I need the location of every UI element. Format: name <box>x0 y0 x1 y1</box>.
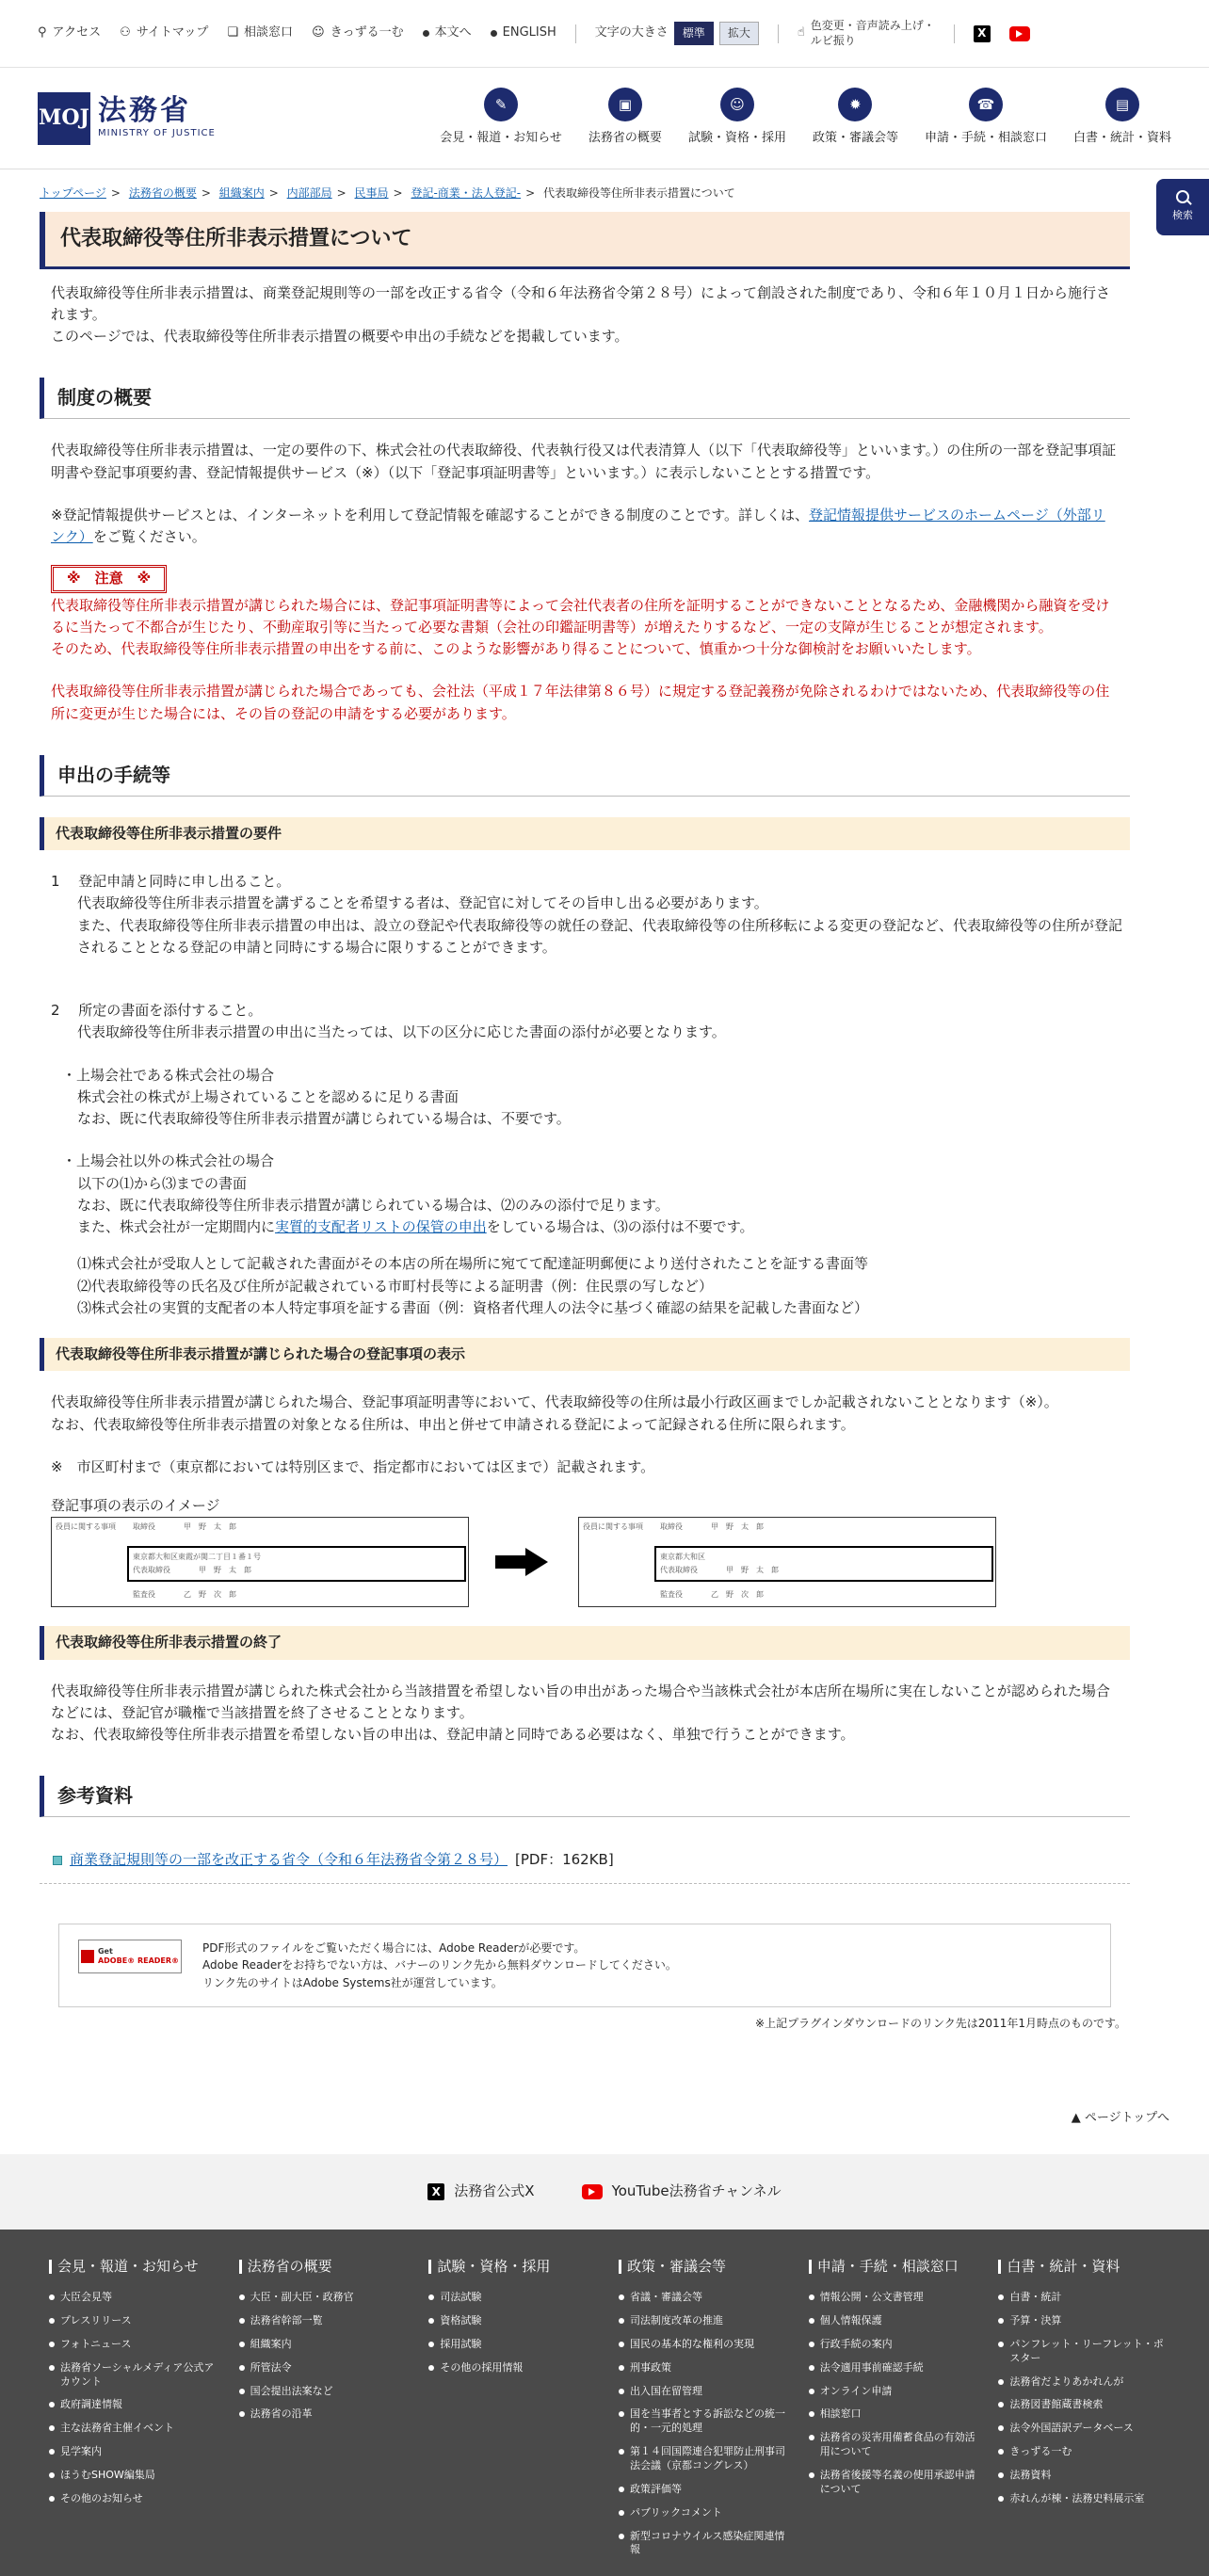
registry-label: 役員に関する事項 <box>583 1522 643 1532</box>
footer-heading[interactable]: 政策・審議会等 <box>619 2256 788 2278</box>
registry-name: 甲 野 太 郎 <box>184 1522 236 1532</box>
overview-paragraph: 代表取締役等住所非表示措置は、一定の要件の下、株式会社の代表取締役、代表執行役又は代表清算人（以下「代表取締役等」といいます。）の住所の一部を登記事項証明書や登記事項要約書、登記情報提供サービス（※）（以下「登記事項証明書等」といいます。）に表示しないこととする措置です。 <box>51 442 1117 481</box>
adobe-badge-small: Get <box>97 1947 113 1956</box>
caution-paragraph: 代表取締役等住所非表示措置が講じられた場合には、登記事項証明書等によって会社代表者の住所を証明することができないこととなるため、金融機関から融資を受けるに当たって不都合が生じたり、不動産取引等に当たって必要な書類（会社の印鑑証明書等）が増えたりするなど、一定の支障が生じることが想定されます。 <box>51 596 1110 636</box>
font-size-label: 文字の大きさ <box>594 25 669 40</box>
divider <box>575 24 576 43</box>
breadcrumb: トップページ > 法務省の概要 > 組織案内 > 内部部局 > 民事局 > 登記-商業・法人登記- > 代表取締役等住所非表示措置について <box>40 186 735 200</box>
footer-link[interactable]: 予算・決算 <box>998 2314 1168 2328</box>
display-note: ※ 市区町村まで（東京都においては特別区まで、指定都市においては区まで）記載されます。 <box>51 1457 655 1475</box>
x-icon[interactable]: X <box>974 25 991 42</box>
footer-column-application <box>809 2256 978 2576</box>
access-label: アクセス <box>52 25 102 40</box>
registry-image-comparison <box>40 1517 1130 1607</box>
registry-role: 代表取締役 <box>133 1566 170 1575</box>
document-item: ⑵代表取締役等の氏名及び住所が記載されている市町村長等による証明書（例：住民票の写しなど） <box>77 1277 714 1295</box>
footer-link[interactable]: 刑事政策 <box>619 2361 788 2375</box>
display-paragraph: 代表取締役等住所非表示措置が講じられた場合、登記事項証明書等において、代表取締役等の住所は最小行政区画までしか記載されないこととなります（※）。 <box>51 1393 1058 1411</box>
footer-link[interactable]: ほうむSHOW編集局 <box>49 2469 218 2483</box>
footer-link[interactable]: 相談窓口 <box>809 2407 978 2422</box>
document-item: ⑴株式会社が受取人として記載された書面がその本店の所在場所に宛てて配達証明郵便により送付されたことを証する書面等 <box>77 1255 869 1273</box>
display-block <box>40 1392 1130 1478</box>
people-icon: ☺ <box>720 88 754 121</box>
divider <box>778 24 779 43</box>
search-icon <box>1176 190 1189 203</box>
footer-column-whitepaper <box>998 2256 1168 2576</box>
footer-link[interactable]: 白書・統計 <box>998 2291 1168 2305</box>
plugin-note: ※上記プラグインダウンロードのリンク先は2011年1月時点のものです。 <box>755 2017 1126 2031</box>
requirement-2 <box>40 1000 1130 1319</box>
footer-link[interactable]: 情報公開・公文書管理 <box>809 2291 978 2305</box>
registry-role: 取締役 <box>660 1522 683 1532</box>
requirement-text: 代表取締役等住所非表示措置を講ずることを希望する者は、登記官に対してその旨申し出る必要があります。 <box>77 894 768 912</box>
requirement-title: 2 所定の書面を添付すること。 <box>51 1002 263 1020</box>
breadcrumb-link[interactable]: 民事局 <box>354 186 389 200</box>
note-text: をご覧ください。 <box>92 528 206 546</box>
font-large-button[interactable]: 拡大 <box>719 22 759 45</box>
registry-name: 甲 野 太 郎 <box>726 1566 779 1575</box>
sitemap-icon: ⚇ <box>120 25 131 40</box>
unlisted-company-text: なお、既に代表取締役等住所非表示措置が講じられている場合は、⑵のみの添付で足ります。 <box>77 1196 669 1214</box>
section-heading-references: 参考資料 <box>40 1776 1130 1817</box>
bullet-icon <box>423 30 429 37</box>
footer-link[interactable]: オンライン申請 <box>809 2385 978 2399</box>
footer-link[interactable]: 法務省だよりあかれんが <box>998 2375 1168 2390</box>
consult-icon: ☎ <box>969 88 1003 121</box>
registry-role: 監査役 <box>133 1590 155 1600</box>
sitemap-label: サイトマップ <box>136 25 209 40</box>
breadcrumb-link[interactable]: 組織案内 <box>218 186 265 200</box>
registry-before-image <box>51 1517 469 1607</box>
gnav-label: 法務省の概要 <box>588 131 662 146</box>
color-change-label: 色変更・音声読み上げ・ <box>810 18 935 32</box>
intro-paragraph: このページでは、代表取締役等住所非表示措置の概要や申出の手続などを掲載しています。 <box>51 328 629 346</box>
end-paragraph: 代表取締役等住所非表示措置が講じられた株式会社から当該措置を希望しない旨の申出があった場合や当該株式会社が本店所在場所に実在しないことが認められた場合などには、登記官が職権で当該措置を終了させることとなります。 <box>51 1682 1110 1721</box>
footer-link[interactable]: 行政手続の案内 <box>809 2338 978 2352</box>
footer-link[interactable]: 司法試験 <box>428 2291 598 2305</box>
search-label: 検索 <box>1172 209 1193 222</box>
font-standard-button[interactable]: 標準 <box>674 22 714 45</box>
footer-link[interactable]: 司法制度改革の推進 <box>619 2314 788 2328</box>
registry-role: 取締役 <box>133 1522 155 1532</box>
gnav-item-exams[interactable] <box>688 88 786 148</box>
adobe-reader-notice <box>58 1924 1111 2008</box>
gnav-label: 白書・統計・資料 <box>1072 131 1171 146</box>
registry-name: 甲 野 太 郎 <box>199 1566 251 1575</box>
consult-label: 相談窓口 <box>244 25 294 40</box>
footer-link[interactable]: 政府調達情報 <box>49 2398 218 2412</box>
footer-link[interactable]: 法令適用事前確認手続 <box>809 2361 978 2375</box>
global-nav <box>440 88 1171 148</box>
adobe-text: Adobe Readerをお持ちでない方は、バナーのリンク先から無料ダウンロードしてください。 <box>202 1958 677 1972</box>
site-footer <box>0 2230 1209 2576</box>
subheading-display: 代表取締役等住所非表示措置が講じられた場合の登記事項の表示 <box>40 1338 1130 1371</box>
gnav-item-policy[interactable] <box>813 88 898 148</box>
gnav-item-overview[interactable] <box>588 88 662 148</box>
pdf-ordinance-link[interactable]: 商業登記規則等の一部を改正する省令（令和６年法務省令第２８号） <box>70 1851 508 1869</box>
consult-link[interactable] <box>227 24 293 42</box>
youtube-icon[interactable] <box>1009 26 1030 41</box>
accessibility-link[interactable] <box>798 19 935 48</box>
footer-link[interactable]: 国を当事者とする訴訟などの統一的・一元的処理 <box>619 2407 788 2436</box>
moj-logo-mark: MOJ <box>38 92 90 145</box>
ruby-label: ルビ振り <box>810 33 856 47</box>
registry-after-image <box>578 1517 996 1607</box>
footer-link[interactable]: 法務省幹部一覧 <box>239 2314 409 2328</box>
unlisted-company-text <box>51 1216 1130 1238</box>
breadcrumb-link[interactable]: トップページ <box>40 186 106 200</box>
footer-link[interactable]: 見学案内 <box>49 2445 218 2459</box>
caution-paragraph: そのため、代表取締役等住所非表示措置の申出をする前に、このような影響があり得ることについて、慎重かつ十分な御検討をお願いいたします。 <box>51 640 981 658</box>
registry-role: 監査役 <box>660 1590 683 1600</box>
footer-link[interactable]: 個人情報保護 <box>809 2314 978 2328</box>
gear-icon: ✹ <box>838 88 872 121</box>
unlisted-company-title: ・上場会社以外の株式会社の場合 <box>62 1152 275 1170</box>
masthead <box>0 68 1209 169</box>
x-icon: X <box>427 2183 444 2200</box>
requirement-1 <box>40 871 1130 958</box>
gnav-item-application[interactable] <box>925 88 1047 148</box>
footer-link[interactable]: 法務図書館蔵書検索 <box>998 2398 1168 2412</box>
bullet-icon <box>491 30 497 37</box>
footer-link[interactable]: 大臣会見等 <box>49 2291 218 2305</box>
registry-address: 東京都大和区東霞が関二丁目１番１号 <box>133 1553 261 1562</box>
registry-service-link[interactable]: 登記情報提供サービスのホームページ（外部リンク） <box>51 506 1105 546</box>
breadcrumb-link[interactable]: 内部部局 <box>286 186 332 200</box>
footer-heading[interactable]: 試験・資格・採用 <box>428 2256 598 2278</box>
gnav-label: 会見・報道・お知らせ <box>440 131 562 146</box>
logo-english: MINISTRY OF JUSTICE <box>98 128 216 139</box>
subheading-requirements: 代表取締役等住所非表示措置の要件 <box>40 817 1130 850</box>
footer-link[interactable]: 新型コロナウイルス感染症関連情報 <box>619 2530 788 2558</box>
youtube-channel-link[interactable] <box>582 2181 782 2202</box>
page-top-link[interactable]: ▲ ページトップへ <box>1071 2111 1169 2125</box>
footer-heading[interactable]: 申請・手続・相談窓口 <box>809 2256 978 2278</box>
end-block <box>40 1681 1130 1747</box>
hand-pointer-icon: ☝ <box>797 25 805 40</box>
speech-bubble-icon: ❏ <box>227 25 239 40</box>
registry-label: 役員に関する事項 <box>56 1522 116 1532</box>
logo-japanese: 法務省 <box>98 94 191 128</box>
footer-link[interactable]: その他のお知らせ <box>49 2492 218 2506</box>
skip-label: 本文へ <box>434 25 472 40</box>
display-paragraph: なお、代表取締役等住所非表示措置の対象となる住所は、申出と併せて申請される登記によって記録される住所に限られます。 <box>51 1415 855 1433</box>
registry-name: 乙 野 次 郎 <box>711 1590 764 1600</box>
gnav-item-whitepaper[interactable] <box>1073 88 1171 148</box>
registry-name: 甲 野 太 郎 <box>711 1522 764 1532</box>
footer-link[interactable]: 法務省後援等名義の使用承認申請について <box>809 2469 978 2497</box>
footer-column-policy <box>619 2256 788 2576</box>
note-text: ※登記情報提供サービスとは、インターネットを利用して登記情報を確認することができる制度のことです。詳しくは、 <box>51 506 810 523</box>
english-link[interactable] <box>491 24 556 42</box>
caution-paragraph: 代表取締役等住所非表示措置が講じられた場合であっても、会社法（平成１７年法律第８６号）に規定する登記義務が免除されるわけではないため、代表取締役等の住所に変更が生じた場合には、その旨の登記の申請をする必要があります。 <box>51 683 1110 722</box>
youtube-label: YouTube法務省チャンネル <box>611 2182 782 2200</box>
footer-link[interactable]: 赤れんが棟・法務史料展示室 <box>998 2492 1168 2506</box>
gnav-item-press[interactable] <box>440 88 562 148</box>
location-pin-icon: ⚲ <box>38 25 47 40</box>
footer-link[interactable]: きっずる一む <box>998 2445 1168 2459</box>
caution-block <box>40 565 1130 725</box>
building-icon: ▣ <box>608 88 642 121</box>
right-arrow-icon <box>495 1548 552 1576</box>
kids-link[interactable] <box>312 24 404 42</box>
footer-heading[interactable]: 会見・報道・お知らせ <box>49 2256 218 2278</box>
reference-item <box>40 1838 1130 1883</box>
footer-column-exams <box>428 2256 598 2576</box>
footer-link[interactable]: 法務省の災害用備蓄食品の有効活用について <box>809 2431 978 2459</box>
footer-heading[interactable]: 法務省の概要 <box>239 2256 409 2278</box>
footer-link[interactable]: 政策評価等 <box>619 2483 788 2497</box>
divider <box>954 24 955 43</box>
gnav-label: 申請・手続・相談窓口 <box>924 131 1047 146</box>
sns-bar <box>0 2154 1209 2230</box>
kids-icon: ☺ <box>312 25 325 40</box>
utility-bar <box>0 0 1209 68</box>
overview-note <box>40 505 1130 549</box>
footer-link[interactable]: 法務省ソーシャルメディア公式アカウント <box>49 2361 218 2390</box>
end-paragraph: なお、代表取締役等住所非表示措置を希望しない旨の申出は、登記申請と同時である必要はなく、単独で行うことができます。 <box>51 1726 855 1744</box>
footer-column-press <box>49 2256 218 2576</box>
text-span: をしている場合は、⑶の添付は不要です。 <box>486 1218 754 1236</box>
footer-link[interactable]: 第１４回国際連合犯罪防止刑事司法会議（京都コングレス） <box>619 2445 788 2473</box>
section-heading-overview: 制度の概要 <box>40 378 1130 419</box>
skip-link[interactable] <box>423 24 472 42</box>
adobe-text: PDF形式のファイルをご覧いただく場合には、Adobe Readerが必要です。 <box>202 1940 586 1955</box>
section-heading-procedure: 申出の手続等 <box>40 755 1130 797</box>
x-label: 法務省公式X <box>454 2182 535 2200</box>
search-button[interactable] <box>1156 179 1209 235</box>
gnav-label: 試験・資格・採用 <box>687 131 786 146</box>
footer-link[interactable]: 主な法務省主催イベント <box>49 2422 218 2436</box>
breadcrumb-link[interactable]: 法務省の概要 <box>128 186 197 200</box>
adobe-text: リンク先のサイトはAdobe Systems社が運営しています。 <box>202 1975 503 1989</box>
access-link[interactable] <box>38 24 101 42</box>
footer-link[interactable]: 組織案内 <box>239 2338 409 2352</box>
get-adobe-reader-banner[interactable] <box>78 1940 182 1973</box>
footer-link[interactable]: 省議・審議会等 <box>619 2291 788 2305</box>
image-caption: 登記事項の表示のイメージ <box>51 1497 220 1515</box>
breadcrumb-link[interactable]: 登記-商業・法人登記- <box>411 186 522 200</box>
footer-link[interactable]: パブリックコメント <box>619 2506 788 2520</box>
intro <box>40 282 1130 348</box>
footer-link[interactable]: 出入国在留管理 <box>619 2385 788 2399</box>
footer-link[interactable]: フォトニュース <box>49 2338 218 2352</box>
text-span: また、株式会社が一定期間内に <box>77 1218 276 1236</box>
registry-role: 代表取締役 <box>660 1566 698 1575</box>
requirement-title: 1 登記申請と同時に申し出ること。 <box>51 873 291 891</box>
subheading-end: 代表取締役等住所非表示措置の終了 <box>40 1626 1130 1659</box>
footer-link[interactable]: 法令外国語訳データベース <box>998 2422 1168 2436</box>
adobe-logo-icon <box>81 1950 94 1963</box>
footer-link[interactable]: プレスリリース <box>49 2314 218 2328</box>
breadcrumb-current: 代表取締役等住所非表示措置について <box>543 186 735 200</box>
footer-link[interactable]: パンフレット・リーフレット・ポスター <box>998 2338 1168 2366</box>
sitemap-link[interactable] <box>120 24 208 42</box>
x-account-link[interactable] <box>427 2181 534 2202</box>
beneficial-owner-list-link[interactable]: 実質的支配者リストの保管の申出 <box>275 1218 487 1236</box>
footer-link[interactable]: 資格試験 <box>428 2314 598 2328</box>
footer-heading[interactable]: 白書・統計・資料 <box>998 2256 1168 2278</box>
registry-name: 乙 野 次 郎 <box>184 1590 236 1600</box>
registry-address: 東京都大和区 <box>660 1553 705 1562</box>
site-logo[interactable] <box>38 92 216 145</box>
requirement-text: 代表取締役等住所非表示措置の申出に当たっては、以下の区分に応じた書面の添付が必要となります。 <box>77 1023 726 1041</box>
footer-link[interactable]: 国会提出法案など <box>239 2385 409 2399</box>
listed-company-text: なお、既に代表取締役等住所非表示措置が講じられている場合は、不要です。 <box>77 1110 571 1128</box>
youtube-icon <box>582 2184 603 2199</box>
footer-link[interactable]: その他の採用情報 <box>428 2361 598 2375</box>
footer-link[interactable]: 法務省の沿革 <box>239 2407 409 2422</box>
requirement-text: また、代表取締役等住所非表示措置の申出は、設立の登記や代表取締役等の就任の登記、代表取締役等の住所移転による変更の登記など、代表取締役等の住所が登記されることとなる登記の申請と同時にする場合に限りすることができます。 <box>77 916 1123 956</box>
footer-link[interactable]: 法務資料 <box>998 2469 1168 2483</box>
english-label: ENGLISH <box>502 25 556 40</box>
footer-link[interactable]: 採用試験 <box>428 2338 598 2352</box>
main-content <box>0 212 1169 2033</box>
link-icon <box>53 1856 62 1865</box>
intro-paragraph: 代表取締役等住所非表示措置は、商業登記規則等の一部を改正する省令（令和６年法務省令第２８号）によって創設された制度であり、令和６年１０月１日から施行されます。 <box>51 283 1111 323</box>
font-size-control <box>595 22 759 45</box>
footer-column-overview <box>239 2256 409 2576</box>
file-meta: [PDF：162KB] <box>515 1851 614 1869</box>
listed-company-title: ・上場会社である株式会社の場合 <box>62 1066 275 1084</box>
pen-icon: ✎ <box>484 88 518 121</box>
unlisted-company-text: 以下の⑴から⑶までの書面 <box>77 1174 248 1192</box>
gnav-label: 政策・審議会等 <box>812 131 898 146</box>
document-icon: ▤ <box>1105 88 1139 121</box>
caution-label: ※ 注意 ※ <box>51 565 167 592</box>
adobe-badge-text: ADOBE® READER® <box>97 1956 180 1965</box>
kids-label: きっずる一む <box>330 25 404 40</box>
document-item: ⑶株式会社の実質的支配者の本人特定事項を証する書面（例：資格者代理人の法令に基づく確認の結果を記載した書面など） <box>77 1298 869 1316</box>
footer-link[interactable]: 国民の基本的な権利の実現 <box>619 2338 788 2352</box>
footer-link[interactable]: 大臣・副大臣・政務官 <box>239 2291 409 2305</box>
footer-link[interactable]: 所管法令 <box>239 2361 409 2375</box>
page-title: 代表取締役等住所非表示措置について <box>40 212 1130 269</box>
listed-company-text: 株式会社の株式が上場されていることを認めるに足りる書面 <box>77 1087 459 1105</box>
